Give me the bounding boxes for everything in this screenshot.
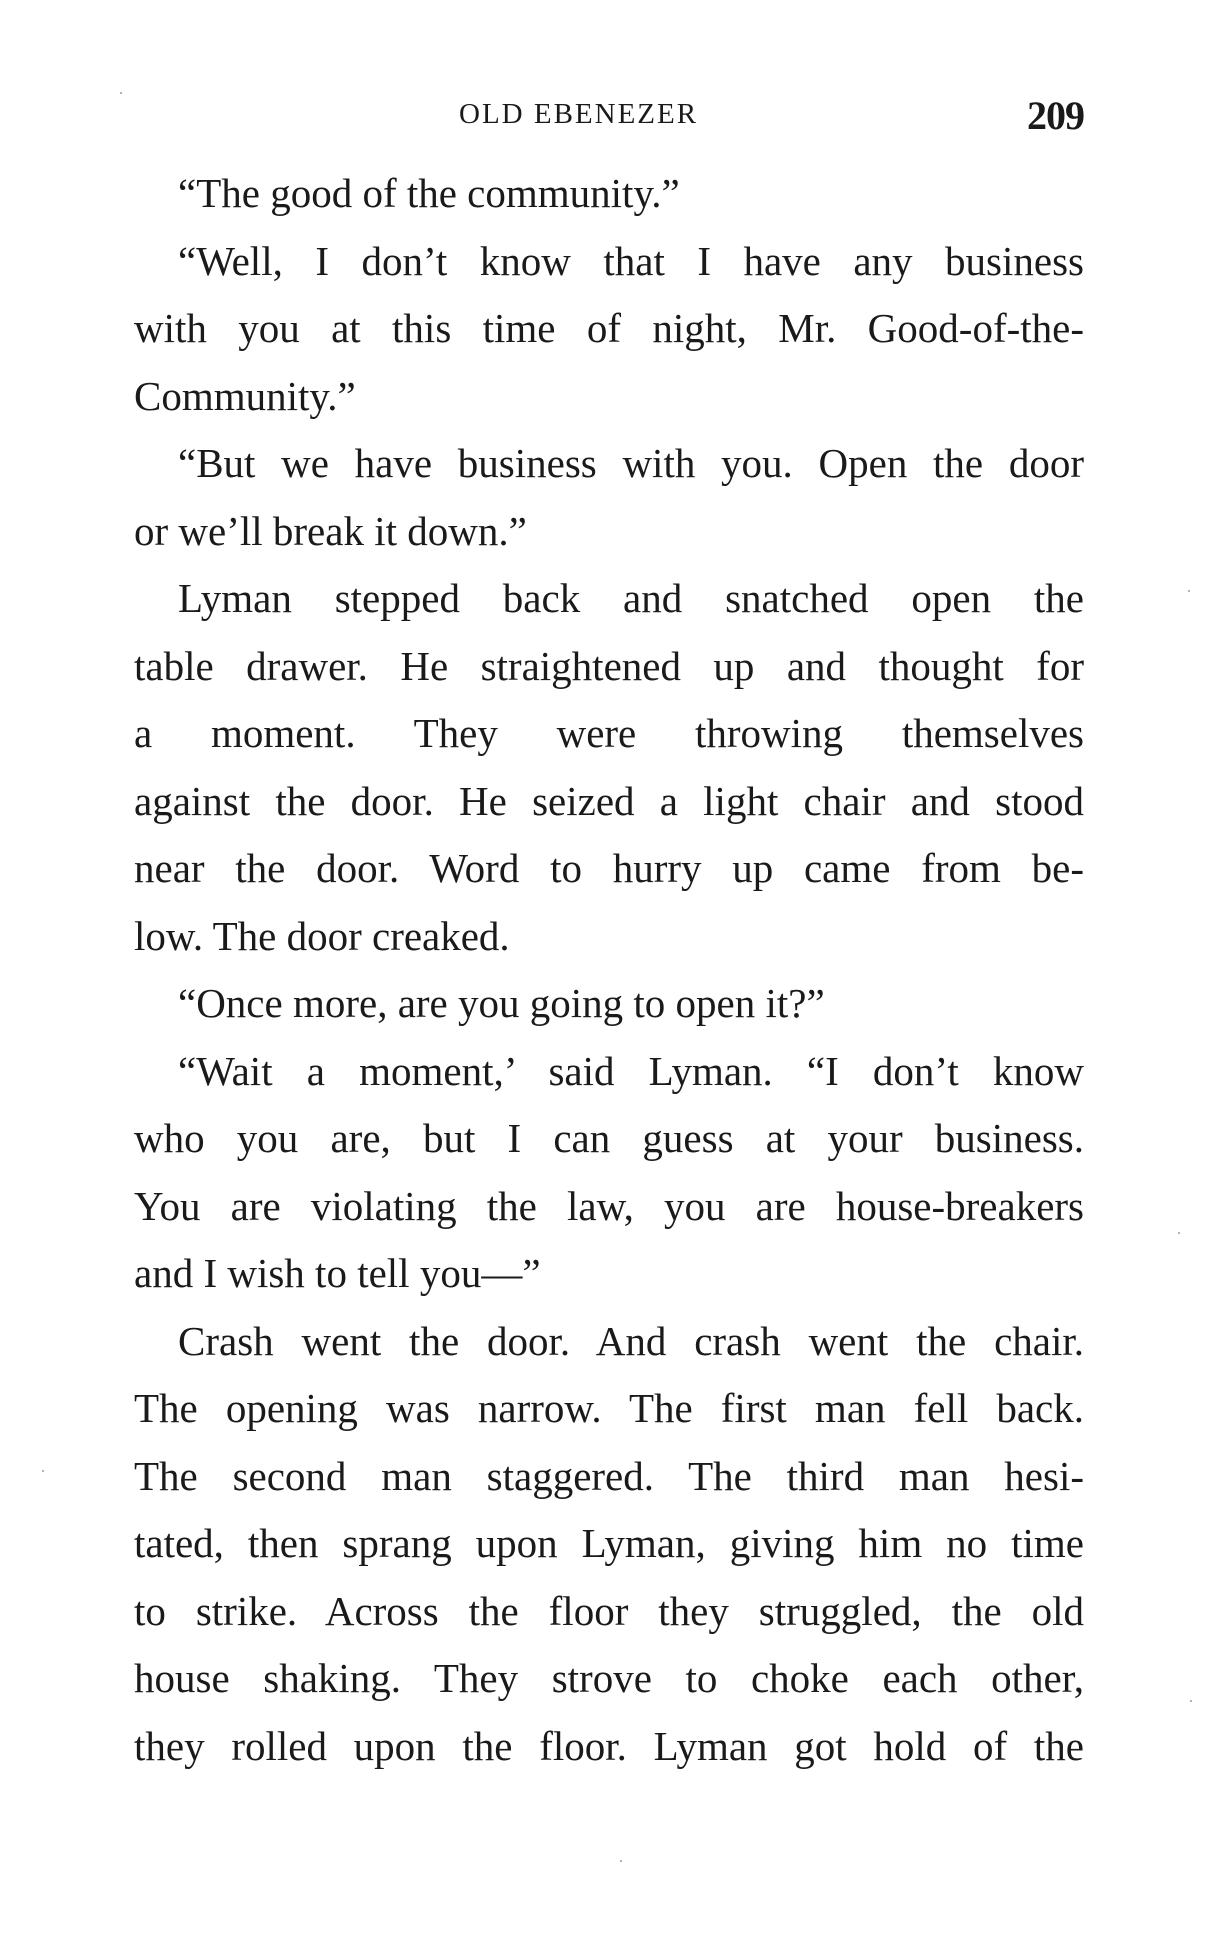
text-line: with you at this time of night, Mr. Good-of-the- (134, 305, 1084, 351)
text-line: “Once more, are you going to open it?” (178, 980, 825, 1026)
scan-speck (1178, 1232, 1180, 1234)
text-line: Lyman stepped back and snatched open the (178, 575, 1084, 621)
text-line: tated, then sprang upon Lyman, giving him no time (134, 1520, 1084, 1566)
scan-speck (1190, 1700, 1192, 1702)
scan-speck (1188, 590, 1190, 592)
body-text (134, 160, 1084, 1780)
scan-speck (42, 1470, 44, 1472)
text-line: and I wish to tell you—” (134, 1250, 541, 1296)
text-line: low. The door creaked. (134, 912, 510, 959)
text-line: “Well, I don’t know that I have any business (178, 237, 1084, 284)
text-line: who you are, but I can guess at your business. (134, 1115, 1084, 1161)
text-line: table drawer. He straightened up and thought for (134, 642, 1084, 689)
text-line: “But we have business with you. Open the door (178, 440, 1084, 486)
text-line: The second man staggered. The third man hesi- (134, 1452, 1084, 1499)
text-line: or we’ll break it down.” (134, 507, 527, 554)
text-line: “Wait a moment,’ said Lyman. “I don’t know (178, 1047, 1084, 1094)
text-line: house shaking. They strove to choke each other, (134, 1655, 1084, 1701)
text-line: Community.” (134, 372, 356, 419)
chapter-title: OLD EBENEZER (459, 98, 699, 130)
text-line: “The good of the community.” (178, 170, 680, 216)
page-number: 209 (1027, 93, 1084, 138)
text-line: near the door. Word to hurry up came from be- (134, 845, 1084, 891)
text-line: against the door. He seized a light chair and stood (134, 777, 1084, 824)
text-line: You are violating the law, you are house-breakers (134, 1182, 1084, 1229)
text-line: The opening was narrow. The first man fell back. (134, 1385, 1084, 1431)
text-line: Crash went the door. And crash went the chair. (178, 1317, 1084, 1364)
scan-speck (120, 92, 122, 94)
text-line: they rolled upon the floor. Lyman got hold of the (134, 1722, 1084, 1769)
running-head (134, 92, 1084, 142)
scan-speck (620, 1860, 622, 1862)
text-line: a moment. They were throwing themselves (134, 710, 1084, 756)
text-line: to strike. Across the floor they struggled, the old (134, 1587, 1084, 1634)
